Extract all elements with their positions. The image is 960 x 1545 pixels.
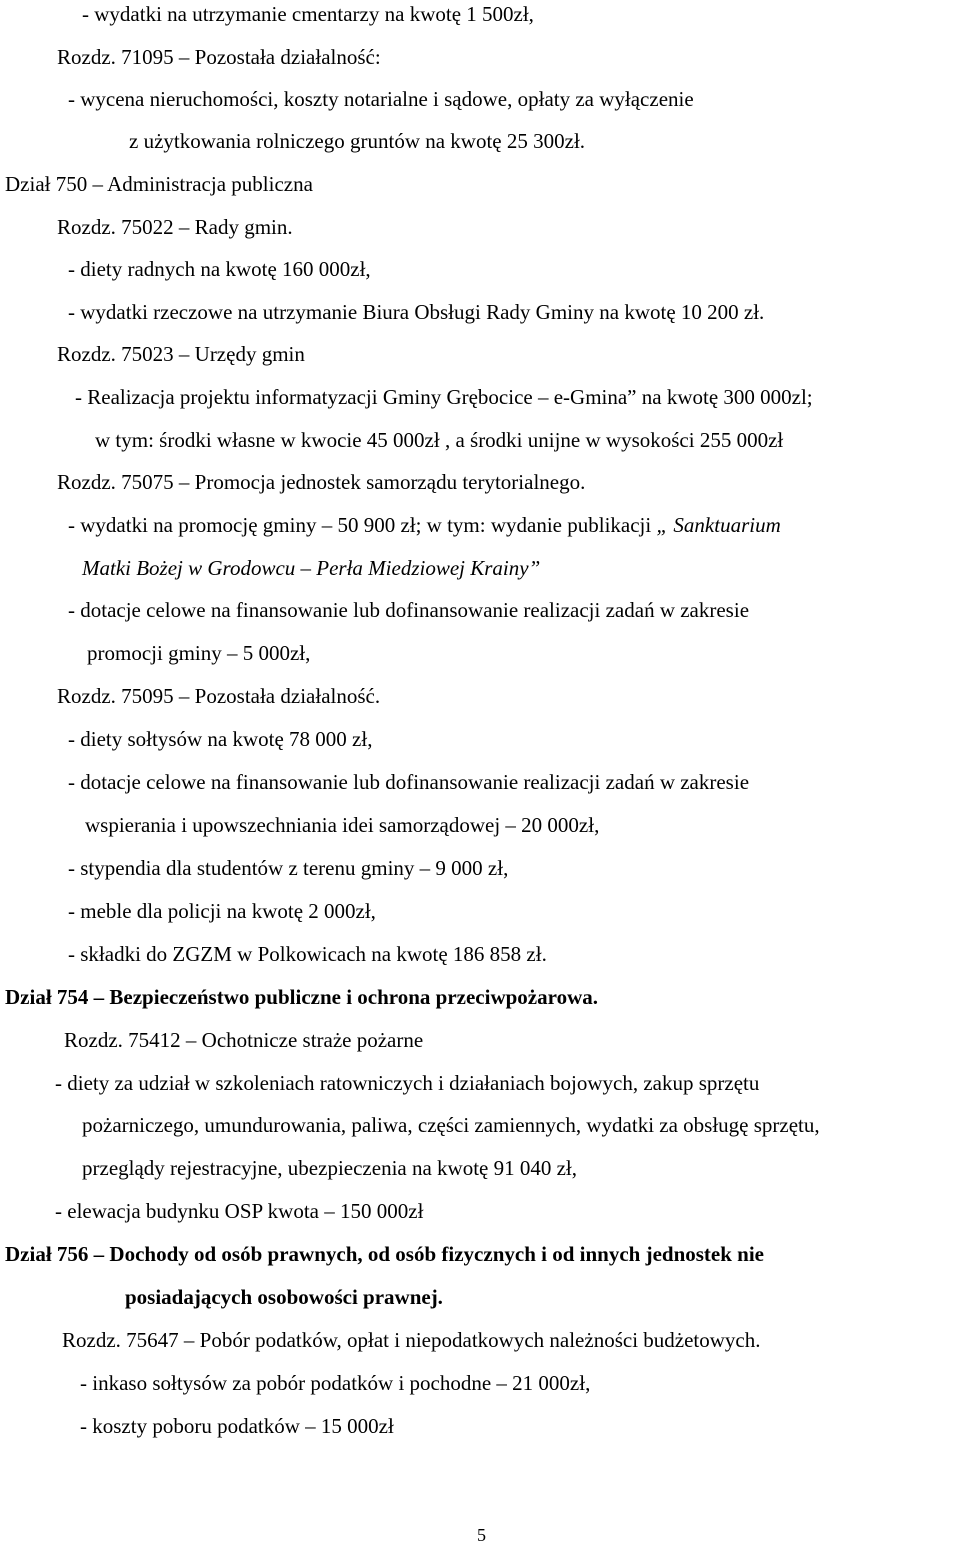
expense-item-continuation: promocji gminy – 5 000zł, bbox=[87, 641, 311, 665]
expense-item: - dotacje celowe na finansowanie lub dofinansowanie realizacji zadań w zakresie bbox=[68, 598, 750, 622]
subsection-heading: Rozdz. 75075 – Promocja jednostek samorządu terytorialnego. bbox=[57, 470, 586, 494]
expense-item: - diety radnych na kwotę 160 000zł, bbox=[68, 257, 371, 281]
expense-item-continuation: w tym: środki własne w kwocie 45 000zł , a środki unijne w wysokości 255 000zł bbox=[95, 428, 784, 452]
section-heading: Dział 756 – Dochody od osób prawnych, od osób fizycznych i od innych jednostek nie bbox=[5, 1242, 765, 1266]
expense-item-continuation: pożarniczego, umundurowania, paliwa, części zamiennych, wydatki za obsługę sprzętu, bbox=[82, 1113, 820, 1137]
expense-item: - inkaso sołtysów za pobór podatków i pochodne – 21 000zł, bbox=[80, 1371, 591, 1395]
expense-item-continuation: wspierania i upowszechniania idei samorządowej – 20 000zł, bbox=[85, 813, 600, 837]
section-heading-continuation: posiadających osobowości prawnej. bbox=[125, 1285, 443, 1309]
expense-item bbox=[68, 512, 781, 538]
expense-item: - diety sołtysów na kwotę 78 000 zł, bbox=[68, 727, 373, 751]
subsection-heading: Rozdz. 75647 – Pobór podatków, opłat i niepodatkowych należności budżetowych. bbox=[62, 1328, 761, 1352]
section-heading: Dział 750 – Administracja publiczna bbox=[5, 172, 313, 196]
expense-item-text: - wydatki na promocję gminy – 50 900 zł; w tym: wydanie publikacji bbox=[68, 513, 657, 537]
expense-item: - stypendia dla studentów z terenu gminy – 9 000 zł, bbox=[68, 856, 509, 880]
subsection-heading: Rozdz. 75412 – Ochotnicze straże pożarne bbox=[64, 1028, 424, 1052]
subsection-heading: Rozdz. 75022 – Rady gmin. bbox=[57, 215, 293, 239]
expense-item: - wycena nieruchomości, koszty notarialne i sądowe, opłaty za wyłączenie bbox=[68, 87, 694, 111]
expense-item-continuation: przeglądy rejestracyjne, ubezpieczenia na kwotę 91 040 zł, bbox=[82, 1156, 578, 1180]
expense-item: - diety za udział w szkoleniach ratowniczych i działaniach bojowych, zakup sprzętu bbox=[55, 1071, 760, 1095]
expense-item: - elewacja budynku OSP kwota – 150 000zł bbox=[55, 1199, 424, 1223]
publication-title: „ Sanktuarium bbox=[656, 513, 781, 537]
subsection-heading: Rozdz. 75095 – Pozostała działalność. bbox=[57, 684, 381, 708]
expense-item: - meble dla policji na kwotę 2 000zł, bbox=[68, 899, 376, 923]
subsection-heading: Rozdz. 75023 – Urzędy gmin bbox=[57, 342, 305, 366]
expense-item: - dotacje celowe na finansowanie lub dofinansowanie realizacji zadań w zakresie bbox=[68, 770, 750, 794]
subsection-heading: Rozdz. 71095 – Pozostała działalność: bbox=[57, 45, 381, 69]
expense-item: - wydatki na utrzymanie cmentarzy na kwotę 1 500zł, bbox=[82, 2, 534, 26]
page-number: 5 bbox=[477, 1525, 486, 1545]
expense-item-continuation: z użytkowania rolniczego gruntów na kwotę 25 300zł. bbox=[129, 129, 586, 153]
section-heading: Dział 754 – Bezpieczeństwo publiczne i ochrona przeciwpożarowa. bbox=[5, 985, 598, 1009]
expense-item: - Realizacja projektu informatyzacji Gminy Grębocice – e-Gmina” na kwotę 300 000zl; bbox=[75, 385, 813, 409]
expense-item: - wydatki rzeczowe na utrzymanie Biura Obsługi Rady Gminy na kwotę 10 200 zł. bbox=[68, 300, 765, 324]
expense-item: - składki do ZGZM w Polkowicach na kwotę 186 858 zł. bbox=[68, 942, 547, 966]
publication-title-continuation: Matki Bożej w Grodowcu – Perła Miedziowej Krainy” bbox=[82, 556, 541, 580]
expense-item: - koszty poboru podatków – 15 000zł bbox=[80, 1414, 394, 1438]
